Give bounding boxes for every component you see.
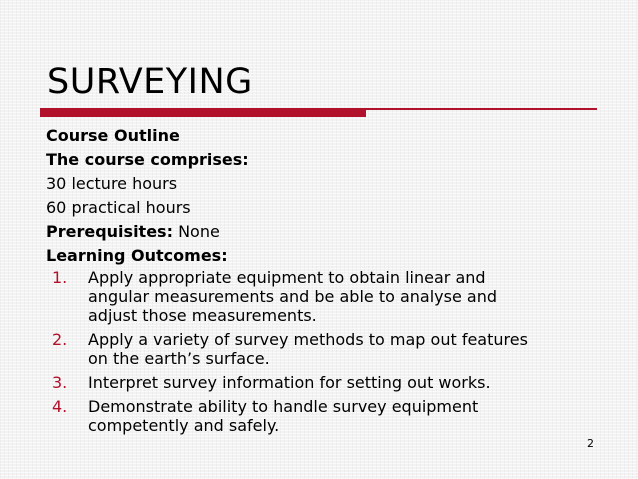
slide-body	[46, 124, 606, 440]
outcome-number: 3.	[52, 373, 68, 392]
outcome-line: angular measurements and be able to analyse and	[88, 287, 497, 306]
outcome-line: Apply appropriate equipment to obtain linear and	[88, 268, 486, 287]
outcome-line: Demonstrate ability to handle survey equipment	[88, 397, 479, 416]
outcome-line: on the earth’s surface.	[88, 349, 270, 368]
prerequisites-line	[46, 220, 606, 244]
slide-title: SURVEYING	[47, 62, 253, 102]
prerequisites-label: Prerequisites:	[46, 222, 173, 241]
outcome-number: 1.	[52, 268, 68, 287]
learning-outcome-item	[46, 330, 606, 368]
course-comprises-heading: The course comprises:	[46, 150, 249, 169]
learning-outcomes-heading: Learning Outcomes:	[46, 246, 228, 265]
page-number: 2	[587, 437, 594, 450]
outcome-number: 2.	[52, 330, 68, 349]
practical-hours-text: 60 practical hours	[46, 198, 191, 217]
outcome-line: adjust those measurements.	[88, 306, 317, 325]
learning-outcomes-list	[46, 268, 606, 435]
prerequisites-value: None	[178, 222, 220, 241]
learning-outcome-item	[46, 397, 606, 435]
course-outline-heading: Course Outline	[46, 126, 180, 145]
learning-outcome-item	[46, 373, 606, 392]
outcome-line: Interpret survey information for setting out works.	[88, 373, 491, 392]
outcome-line: Apply a variety of survey methods to map out features	[88, 330, 528, 349]
learning-outcome-item	[46, 268, 606, 325]
outcome-line: competently and safely.	[88, 416, 280, 435]
title-underline-thin	[366, 108, 597, 110]
title-underline-thick	[40, 108, 366, 117]
outcome-number: 4.	[52, 397, 68, 416]
lecture-hours-text: 30 lecture hours	[46, 174, 178, 193]
